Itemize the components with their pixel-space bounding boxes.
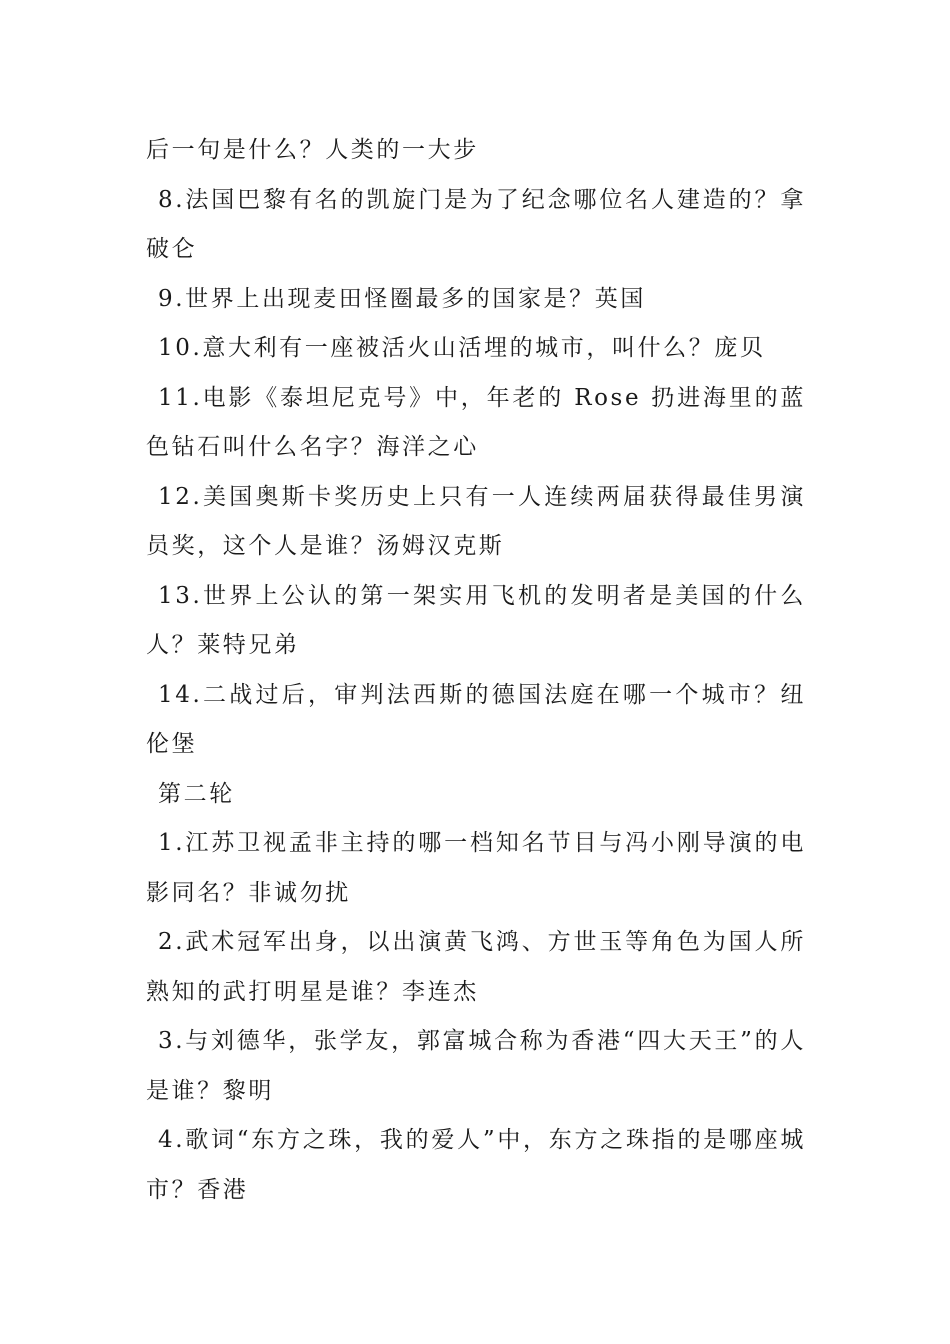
question-11: 11.电影《泰坦尼克号》中，年老的 Rose 扔进海里的蓝色钻石叫什么名字？海洋之心 xyxy=(146,384,806,460)
question-1: 1.江苏卫视孟非主持的哪一档知名节目与冯小刚导演的电影同名？非诚勿扰 xyxy=(146,830,806,906)
question-10: 10.意大利有一座被活火山活埋的城市，叫什么？庞贝 xyxy=(158,335,766,361)
question-3: 3.与刘德华，张学友，郭富城合称为香港“四大天王”的人是谁？黎明 xyxy=(146,1028,806,1104)
document-page xyxy=(146,126,806,1215)
question-2: 2.武术冠军出身，以出演黄飞鸿、方世玉等角色为国人所熟知的武打明星是谁？李连杰 xyxy=(146,929,806,1005)
question-13: 13.世界上公认的第一架实用飞机的发明者是美国的什么人？莱特兄弟 xyxy=(146,582,806,658)
section-heading-round-2: 第二轮 xyxy=(158,780,235,807)
text-line: 后一句是什么？人类的一大步 xyxy=(146,137,479,163)
question-12: 12.美国奥斯卡奖历史上只有一人连续两届获得最佳男演员奖，这个人是谁？汤姆汉克斯 xyxy=(146,483,806,559)
question-14: 14.二战过后，审判法西斯的德国法庭在哪一个城市？纽伦堡 xyxy=(146,681,806,757)
question-9: 9.世界上出现麦田怪圈最多的国家是？英国 xyxy=(158,285,646,312)
question-8: 8.法国巴黎有名的凯旋门是为了纪念哪位名人建造的？拿破仑 xyxy=(146,186,806,262)
question-4: 4.歌词“东方之珠，我的爱人”中，东方之珠指的是哪座城市？香港 xyxy=(146,1127,806,1203)
